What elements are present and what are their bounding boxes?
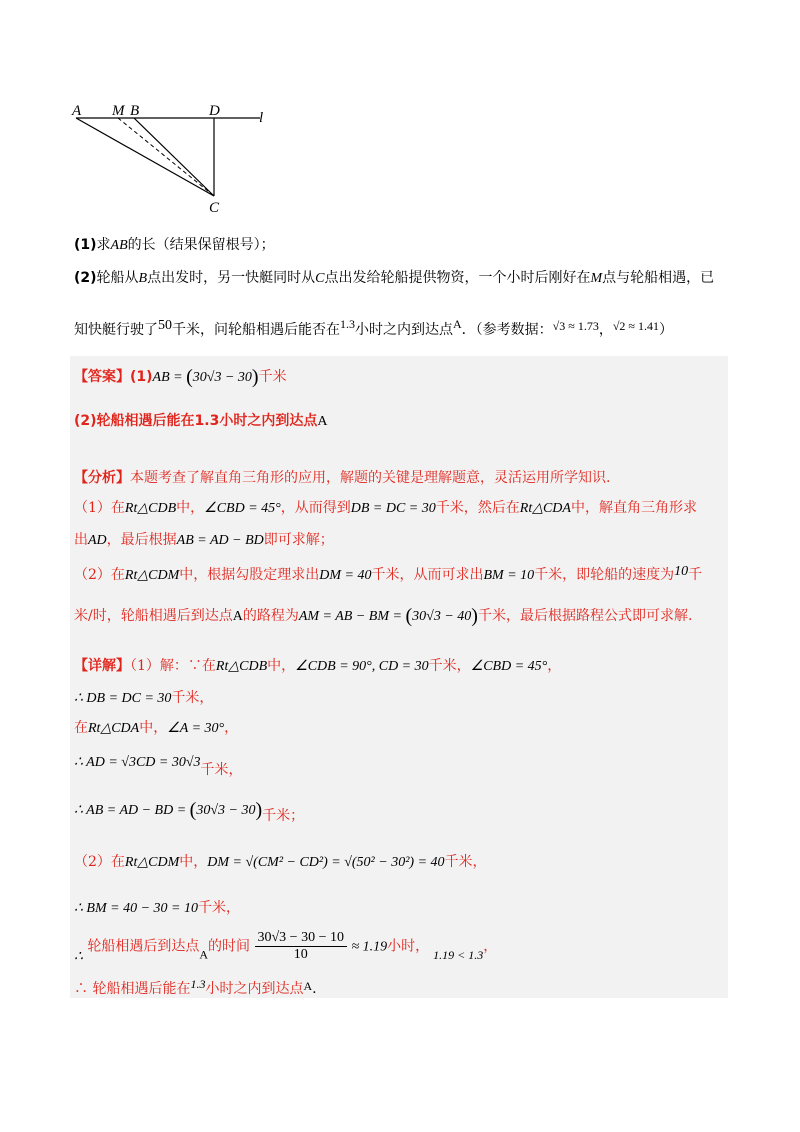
q2-13: 1.3 xyxy=(340,317,355,331)
detail-tag: 【详解】 xyxy=(74,658,130,674)
de-d8-t2: 的时间 xyxy=(208,938,251,955)
an-l2-t2: 中， xyxy=(176,500,205,516)
detail-line-1 xyxy=(74,656,561,677)
an-l5-m1: A xyxy=(232,609,243,624)
an-l5-m3: 30√3 − 40 xyxy=(412,609,472,624)
segment-mc-dashed xyxy=(118,118,214,196)
q2-c: C xyxy=(315,271,325,286)
de-d8-approx: ≈ 1.19 xyxy=(351,939,388,955)
an-l5-t1: 米/时，轮船相遇后到达点 xyxy=(74,608,233,624)
an-l2-m1: Rt△CDB xyxy=(124,501,177,516)
de-d6-t1: （2）在 xyxy=(74,854,125,870)
segment-ac xyxy=(76,118,214,196)
de-d1-t4: ， xyxy=(547,658,562,674)
q1-text-2: 的长（结果保留根号）； xyxy=(127,237,275,253)
de-d1-t1: （1）解：∵在 xyxy=(130,658,216,674)
an-l2-m3: DB = DC = 30 xyxy=(350,501,436,516)
q2-text-2: 点出发时，另一快艇同时从 xyxy=(147,270,316,286)
an-l3-t3: 即可求解； xyxy=(263,532,334,548)
label-b: B xyxy=(130,103,140,119)
detail-line-4 xyxy=(74,752,243,780)
question-2-line-1 xyxy=(74,268,734,289)
de-d9-m: 1.3 xyxy=(190,977,206,991)
an-l4-t3: 千米，从而可求出 xyxy=(371,567,484,583)
analysis-line-1 xyxy=(74,468,610,488)
an-l5-t2: 的路程为 xyxy=(242,608,299,624)
de-d9-pt: A xyxy=(303,979,313,993)
de-d2-t: 千米， xyxy=(171,690,214,706)
de-d9-t2: 小时之内到达点 xyxy=(205,981,304,997)
ref-sqrt2: √2 ≈ 1.41 xyxy=(612,319,660,333)
de-d8-cmp: 1.19 < 1.3 xyxy=(433,947,484,962)
fraction-denominator: 10 xyxy=(293,947,308,962)
detail-line-5: ∴ AB = AD − BD = (30√3 − 30)千米； xyxy=(74,799,305,824)
an-l3-m1: AD xyxy=(88,533,107,548)
de-d6-m1: Rt△CDM xyxy=(124,855,180,870)
de-d3-t2: 中， xyxy=(139,720,168,736)
de-d6-t3: 千米， xyxy=(444,854,487,870)
de-d8-pre: ∴ xyxy=(74,949,83,965)
answer-1-unit: 千米 xyxy=(258,369,287,385)
answer-1-prefix: (1) xyxy=(130,369,153,385)
an-l3-t2: ，最后根据 xyxy=(106,532,177,548)
ref-end: ） xyxy=(659,322,674,338)
an-l2-t3: ，从而得到 xyxy=(280,500,351,516)
answer-tag: 【答案】 xyxy=(74,369,130,385)
answer-1-expr: 30√3 − 30 xyxy=(192,370,252,385)
geometry-diagram xyxy=(64,96,274,220)
an-l4-t5: 千 xyxy=(688,567,703,583)
de-d8-t3: 小时， xyxy=(387,938,430,955)
detail-line-7 xyxy=(74,898,240,919)
de-d5-t: 千米； xyxy=(262,808,305,824)
q2-m: M xyxy=(590,271,603,286)
de-d2-m: ∴ DB = DC = 30 xyxy=(74,691,172,706)
answer-line-1: 【答案】(1)AB = (30√3 − 30)千米 xyxy=(74,366,287,388)
detail-line-8 xyxy=(74,930,497,968)
an-l4-t1: （2）在 xyxy=(74,567,125,583)
q2-text-3: 点出发给轮船提供物资，一个小时后刚好在 xyxy=(324,270,591,286)
question-1 xyxy=(74,235,734,256)
analysis-line-3 xyxy=(74,530,334,551)
q1-text-1: 求 xyxy=(96,237,111,253)
de-d1-t2: 中， xyxy=(267,658,296,674)
analysis-summary: 本题考查了解直角三角形的应用，解题的关键是理解题意，灵活运用所学知识. xyxy=(130,470,611,486)
de-d1-m3: ∠CBD = 45° xyxy=(470,659,548,674)
analysis-tag: 【分析】 xyxy=(74,470,130,486)
de-d7-m: ∴ BM = 40 − 30 = 10 xyxy=(74,901,198,916)
de-d8-end: ， xyxy=(483,938,498,955)
de-d8-pt: A xyxy=(199,947,209,962)
detail-line-6 xyxy=(74,852,487,873)
de-d3-m1: Rt△CDA xyxy=(88,721,140,736)
label-d: D xyxy=(209,103,220,119)
de-d6-m2: DM = √(CM² − CD²) = √(50² − 30²) = 40 xyxy=(207,855,445,870)
q1-prefix: (1) xyxy=(74,237,97,253)
ref-sep: ， xyxy=(598,322,613,338)
q2-50: 50 xyxy=(158,318,172,333)
an-l2-t1: （1）在 xyxy=(74,500,125,516)
detail-line-3 xyxy=(74,718,238,739)
de-d9-t1: ∴ 轮船相遇后能在 xyxy=(74,981,191,997)
de-d1-t3: 千米， xyxy=(428,658,471,674)
an-l4-m3: BM = 10 xyxy=(483,568,535,583)
fraction-numerator: 30√3 − 30 − 10 xyxy=(255,930,347,947)
an-l2-m4: Rt△CDA xyxy=(519,501,571,516)
an-l4-t4: 千米，即轮船的速度为 xyxy=(534,567,675,583)
time-fraction xyxy=(255,930,347,963)
answer-line-2 xyxy=(74,411,327,432)
answer-2-point: A xyxy=(317,414,328,429)
de-d5-m: ∴ AB = AD − BD = xyxy=(74,803,190,818)
q2-text-4: 点与轮船相遇，已 xyxy=(602,270,715,286)
an-l4-t2: 中，根据勾股定理求出 xyxy=(179,567,320,583)
de-d9-end: . xyxy=(312,981,317,997)
q2-l2-text-2: 千米，问轮船相遇后能否在 xyxy=(172,322,340,338)
answer-1-lhs: AB = xyxy=(152,370,187,385)
analysis-line-2 xyxy=(74,498,697,519)
de-d3-t3: ， xyxy=(224,720,239,736)
detail-line-2 xyxy=(74,688,213,709)
de-d7-t: 千米， xyxy=(197,900,240,916)
de-d3-t1: 在 xyxy=(74,720,88,736)
detail-line-9 xyxy=(74,974,317,999)
de-d1-m2: ∠CDB = 90°, CD = 30 xyxy=(295,659,429,674)
de-d1-m1: Rt△CDB xyxy=(215,659,268,674)
an-l3-t1: 出 xyxy=(74,532,88,548)
label-l: l xyxy=(259,110,264,126)
label-a: A xyxy=(72,103,82,119)
q2-prefix: (2) xyxy=(74,270,97,286)
an-l4-m2: DM = 40 xyxy=(319,568,372,583)
answer-2-text: (2)轮船相遇后能在1.3小时之内到达点 xyxy=(74,413,318,429)
label-m: M xyxy=(112,103,125,119)
de-d3-m2: ∠A = 30° xyxy=(167,721,225,736)
an-l3-m2: AB = AD − BD xyxy=(176,533,264,548)
de-d4-m: ∴ AD = √3CD = 30√3 xyxy=(74,755,201,770)
q2-l2-text-1: 知快艇行驶了 xyxy=(74,322,158,338)
de-d5-expr: 30√3 − 30 xyxy=(196,803,256,818)
an-l4-m1: Rt△CDM xyxy=(124,568,180,583)
q2-l2-text-4: ．（参考数据： xyxy=(461,322,553,338)
analysis-line-4 xyxy=(74,562,702,586)
triangle-figure xyxy=(64,96,274,220)
an-l5-t3: 千米，最后根据路程公式即可求解. xyxy=(477,608,693,624)
analysis-line-5: 米/时，轮船相遇后到达点A的路程为AM = AB − BM = (30√3 − 40)千米，最后根据路程公式即可求解. xyxy=(74,605,693,627)
q2-a: A xyxy=(453,317,462,331)
an-l2-m2: ∠CBD = 45° xyxy=(204,501,281,516)
an-l2-t5: 中，解直角三角形求 xyxy=(570,500,697,516)
q2-text-1: 轮船从 xyxy=(96,270,139,286)
de-d6-t2: 中， xyxy=(179,854,208,870)
an-l2-t4: 千米，然后在 xyxy=(435,500,520,516)
an-l5-m2: AM = AB − BM = xyxy=(298,609,406,624)
an-l4-m4: 10 xyxy=(674,564,689,579)
q2-b: B xyxy=(138,271,148,286)
question-2-line-2 xyxy=(74,314,734,340)
ref-sqrt3: √3 ≈ 1.73 xyxy=(552,319,599,333)
label-c: C xyxy=(209,200,220,216)
de-d8-t1: 轮船相遇后到达点 xyxy=(87,938,200,955)
q1-ab: AB xyxy=(110,238,128,253)
q2-l2-text-3: 小时之内到达点 xyxy=(355,322,453,338)
de-d4-t: 千米， xyxy=(200,762,243,778)
